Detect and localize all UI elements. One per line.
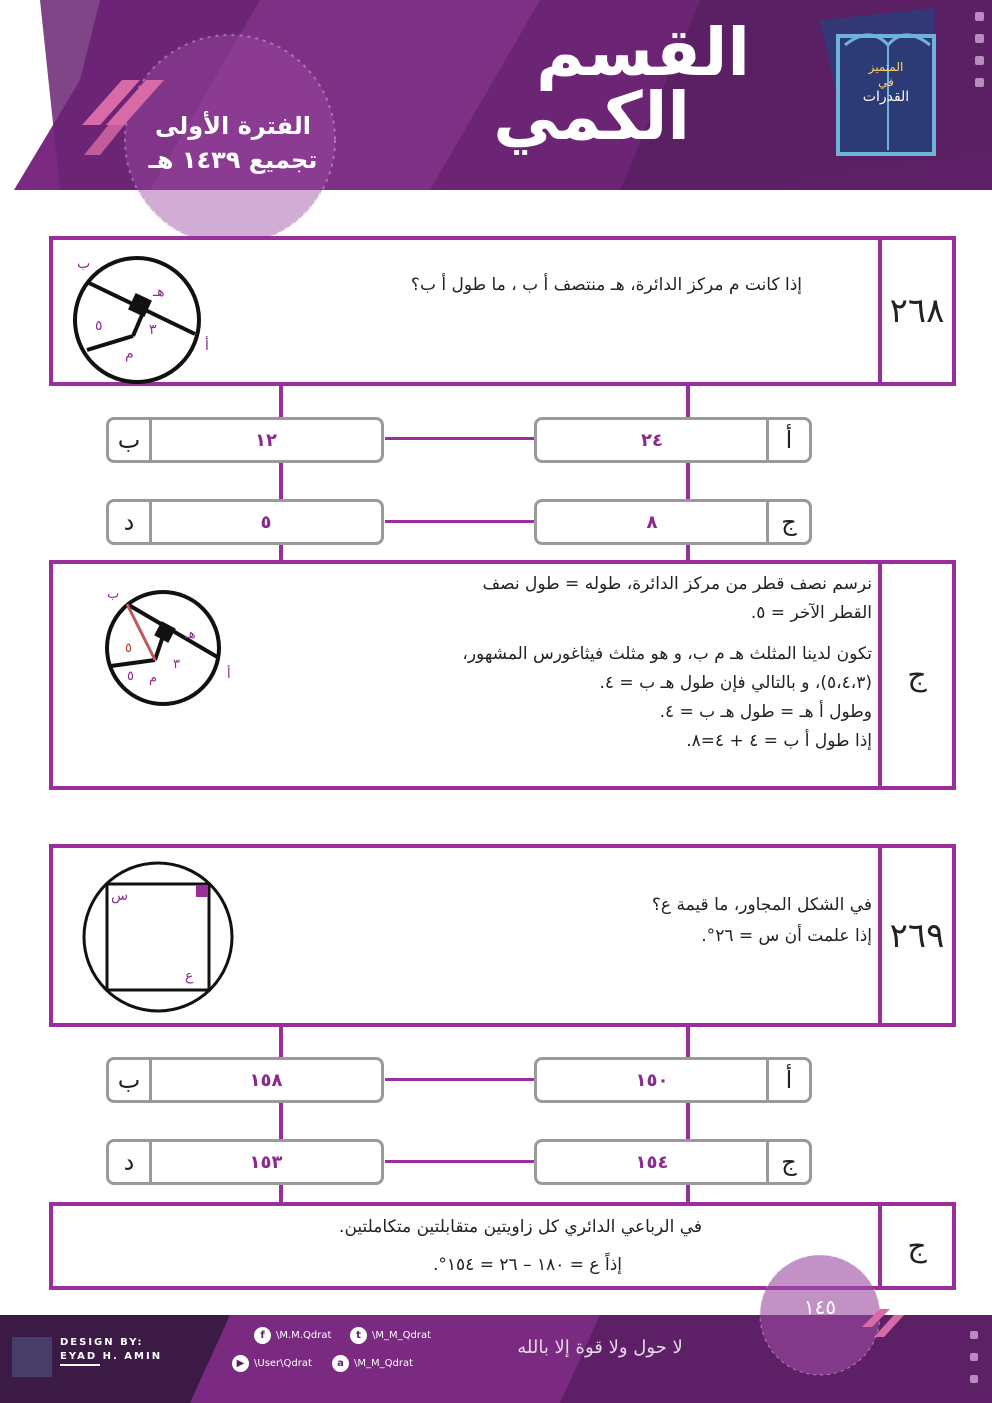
label-h: هـ xyxy=(185,627,196,642)
solution-line: إذا طول أ ب = ٤ + ٤=٨. xyxy=(686,731,872,751)
option-letter: ج xyxy=(766,502,809,542)
question-text: إذا كانت م مركز الدائرة، هـ منتصف أ ب ، ما طول أ ب؟ xyxy=(410,275,802,295)
option-value: ١٥٠ xyxy=(635,1069,669,1091)
option-d[interactable] xyxy=(106,499,384,545)
ask-handle: \M_M_Qdrat xyxy=(354,1358,414,1369)
label-s: س xyxy=(111,888,129,904)
option-b[interactable] xyxy=(106,1057,384,1103)
connector-h2 xyxy=(385,1160,535,1163)
solution-line: تكون لدينا المثلث هـ م ب، و هو مثلث فيثاغورس المشهور، xyxy=(462,644,872,664)
option-letter: ب xyxy=(109,1060,152,1100)
option-value: ١٢ xyxy=(255,429,277,451)
option-value: ٥ xyxy=(260,511,272,533)
label-a: أ xyxy=(205,338,209,354)
label-a: أ xyxy=(227,667,231,682)
option-letter: د xyxy=(109,1142,152,1182)
question-268-box xyxy=(49,236,956,386)
option-value: ١٥٤ xyxy=(635,1151,669,1173)
label-b: ب xyxy=(107,587,120,602)
option-letter: أ xyxy=(766,420,809,460)
question-text xyxy=(293,890,872,952)
option-value: ١٥٨ xyxy=(249,1069,283,1091)
option-letter: د xyxy=(109,502,152,542)
solution-line: نرسم نصف قطر من مركز الدائرة، طوله = طول نصف xyxy=(482,574,872,594)
period-subtitle: تجميع ١٤٣٩ هـ xyxy=(148,146,318,174)
youtube-handle: \User\Qdrat xyxy=(254,1358,312,1369)
question-number: ٢٦٩ xyxy=(878,848,952,1023)
label-ain: ع xyxy=(185,968,194,984)
solution-text xyxy=(253,1208,702,1284)
logo-text-line3: القدرات xyxy=(862,89,910,105)
section-title-line2: الكمي xyxy=(493,78,690,155)
question-269-box xyxy=(49,844,956,1027)
page-number: ١٤٥ xyxy=(803,1295,837,1319)
design-by-label: DESIGN BY: xyxy=(60,1337,144,1348)
answer-letter: ج xyxy=(878,564,952,786)
solution-268-box xyxy=(49,560,956,790)
solution-line: إذاً ع = ١٨٠ – ٢٦ = ١٥٤°. xyxy=(433,1255,622,1275)
option-a[interactable] xyxy=(534,417,812,463)
ask-icon: a xyxy=(332,1355,349,1372)
option-c[interactable] xyxy=(534,1139,812,1185)
answer-letter: ج xyxy=(878,1206,952,1286)
connector-h1 xyxy=(385,437,535,440)
option-value: ٨ xyxy=(646,511,658,533)
label-three: ٣ xyxy=(173,657,180,672)
twitter-icon: t xyxy=(350,1327,367,1344)
option-letter: ب xyxy=(109,420,152,460)
circle-chord-figure xyxy=(63,246,233,384)
period-title: الفترة الأولى xyxy=(154,112,312,140)
option-value: ١٥٣ xyxy=(249,1151,283,1173)
twitter-handle: \M_M_Qdrat xyxy=(372,1330,432,1341)
option-letter: ج xyxy=(766,1142,809,1182)
label-m: م xyxy=(125,346,134,362)
designer-name: EYAD H. AMIN xyxy=(60,1351,163,1362)
option-b[interactable] xyxy=(106,417,384,463)
calligraphy-text: لا حول ولا قوة إلا بالله xyxy=(517,1337,683,1358)
option-d[interactable] xyxy=(106,1139,384,1185)
question-line: في الشكل المجاور، ما قيمة ع؟ xyxy=(651,895,872,915)
page-header xyxy=(0,0,992,190)
label-five: ٥ xyxy=(95,318,103,334)
label-five-b: ٥ xyxy=(127,669,134,684)
solution-line: في الرباعي الدائري كل زاويتين متقابلتين متكاملتين. xyxy=(339,1217,702,1237)
option-c[interactable] xyxy=(534,499,812,545)
label-h: هـ xyxy=(153,284,165,300)
section-title-line1: القسم xyxy=(536,14,750,91)
logo-text-line1: المتميز xyxy=(868,60,904,74)
option-letter: أ xyxy=(766,1060,809,1100)
label-b: ب xyxy=(77,256,91,272)
label-five-a: ٥ xyxy=(125,641,132,656)
facebook-handle: \M.M.Qdrat xyxy=(276,1330,332,1341)
facebook-icon: f xyxy=(254,1327,271,1344)
ask-link[interactable] xyxy=(332,1355,413,1372)
youtube-link[interactable] xyxy=(232,1355,312,1372)
solution-text xyxy=(313,570,872,756)
connector-h2 xyxy=(385,520,535,523)
option-value: ٢٤ xyxy=(641,429,663,451)
facebook-link[interactable] xyxy=(254,1327,331,1344)
label-three: ٣ xyxy=(149,322,157,338)
label-m: م xyxy=(149,671,158,686)
solution-circle-figure xyxy=(97,580,247,710)
solution-line: (٥،٤،٣)، و بالتالي فإن طول هـ ب = ٤. xyxy=(599,673,872,693)
option-a[interactable] xyxy=(534,1057,812,1103)
youtube-icon: ▶ xyxy=(232,1355,249,1372)
inscribed-quadrilateral-figure xyxy=(79,860,239,1020)
question-line: إذا علمت أن س = ٢٦°. xyxy=(701,926,872,946)
page-footer xyxy=(0,1295,992,1403)
logo-text-line2: في xyxy=(878,75,894,89)
connector-h1 xyxy=(385,1078,535,1081)
twitter-link[interactable] xyxy=(350,1327,431,1344)
solution-line: القطر الآخر = ٥. xyxy=(750,603,872,623)
question-number: ٢٦٨ xyxy=(878,240,952,382)
solution-line: وطول أ هـ = طول هـ ب = ٤. xyxy=(659,702,872,722)
logo-text xyxy=(842,60,930,105)
